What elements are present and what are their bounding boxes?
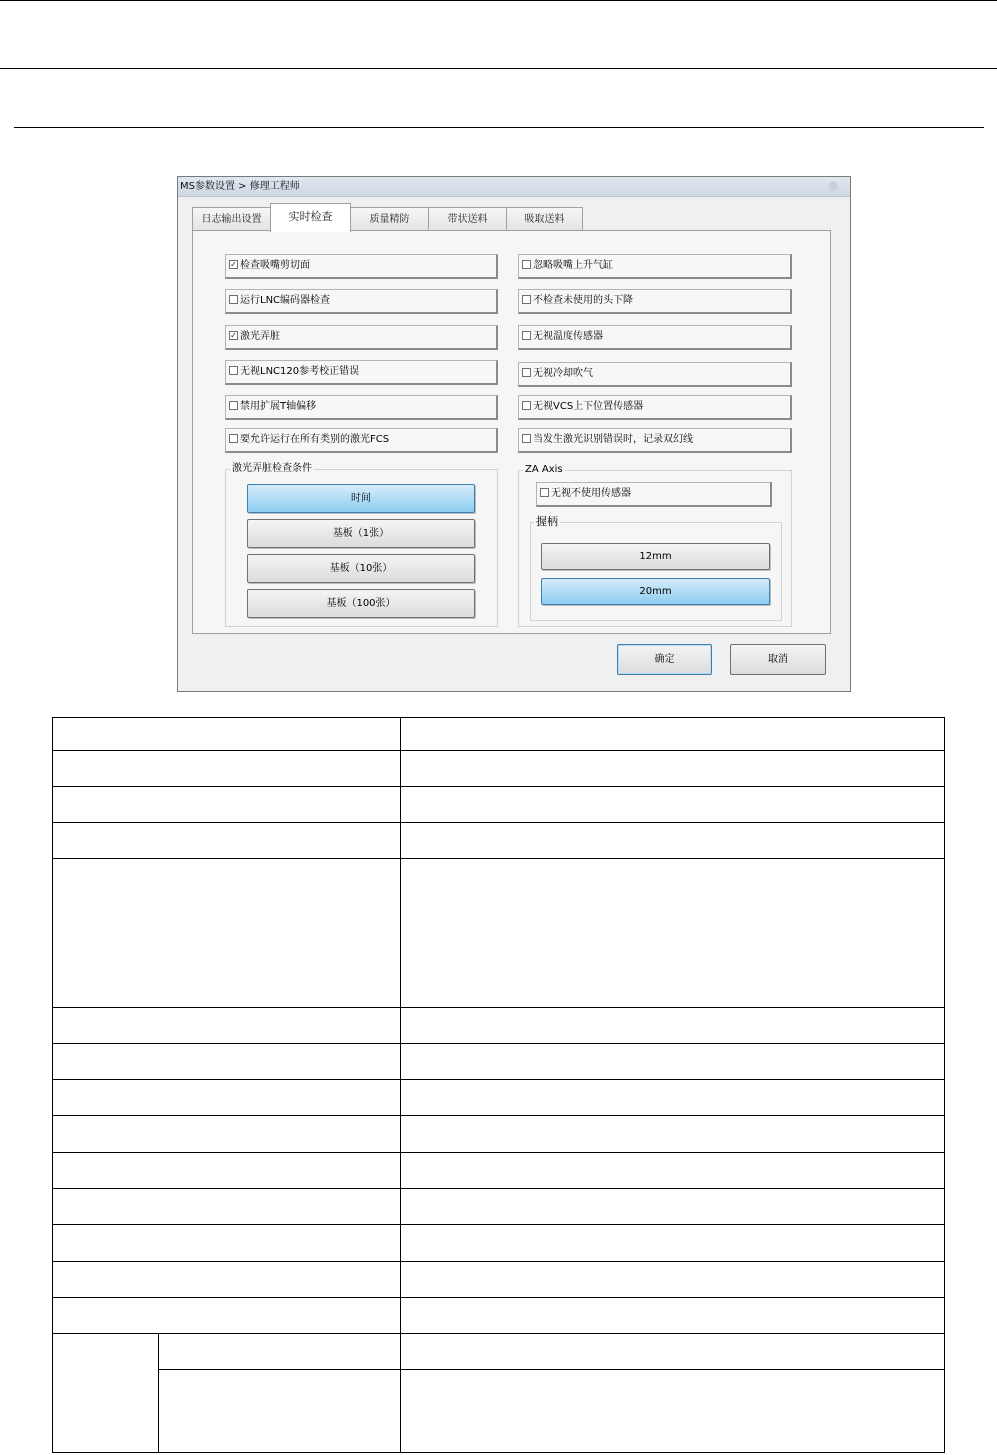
tab-label: 日志输出设置	[201, 214, 262, 225]
table-rule	[158, 1333, 159, 1453]
checkbox[interactable]	[522, 401, 531, 410]
table-rule	[52, 1007, 945, 1008]
option-label: 禁用扩展T轴偏移	[240, 401, 317, 412]
checkbox[interactable]	[522, 368, 531, 377]
section-rule	[14, 127, 984, 128]
option-laser-dirty[interactable]	[225, 325, 498, 350]
condition-board-10-button[interactable]	[247, 554, 475, 583]
option-ignore-temp-sensor[interactable]	[518, 325, 792, 350]
option-ignore-unused-sensor[interactable]	[536, 482, 772, 507]
option-label: 无视冷却吹气	[533, 368, 593, 379]
table-rule	[52, 786, 945, 787]
checkbox[interactable]: ✓	[230, 259, 237, 269]
table-rule	[52, 1224, 945, 1225]
option-label: 激光弄脏	[240, 331, 280, 342]
option-label: 要允许运行在所有类别的激光FCS	[240, 434, 390, 445]
cancel-button[interactable]	[730, 644, 826, 675]
button-label: 时间	[351, 493, 371, 504]
tab-pickup-feeder[interactable]	[506, 207, 583, 231]
header-rule	[0, 68, 997, 69]
table-rule	[52, 1188, 945, 1189]
tab-realtime-check[interactable]	[270, 203, 351, 232]
dialog-title: MS参数设置 > 修理工程师	[180, 181, 300, 192]
table-rule	[944, 717, 945, 1453]
handle-group	[530, 522, 782, 621]
table-rule	[52, 1043, 945, 1044]
button-label: 12mm	[639, 551, 672, 562]
table-rule	[52, 717, 945, 718]
laser-check-group-label: 激光弄脏检查条件	[232, 463, 312, 474]
handle-12mm-button[interactable]	[541, 543, 770, 570]
option-label: 当发生激光识别错误时，记录双幻线	[533, 434, 693, 445]
ok-button[interactable]	[617, 644, 712, 675]
tab-label: 实时检查	[288, 210, 333, 223]
option-label: 运行LNC编码器检查	[240, 295, 331, 306]
option-nozzle-shear[interactable]	[225, 254, 498, 279]
checkbox[interactable]: ✓	[230, 330, 237, 340]
dialog-titlebar	[178, 177, 850, 197]
handle-20mm-button[interactable]	[541, 578, 770, 605]
tab-tape-feeder[interactable]	[428, 207, 507, 231]
table-rule	[52, 717, 53, 1453]
option-disable-t-offset[interactable]	[225, 395, 498, 420]
checkbox[interactable]	[229, 366, 238, 375]
condition-time-button[interactable]	[247, 484, 475, 513]
checkbox[interactable]	[522, 434, 531, 443]
option-label: 忽略吸嘴上升气缸	[533, 260, 613, 271]
checkbox[interactable]	[522, 295, 531, 304]
tab-label: 吸取送料	[524, 214, 565, 225]
option-ignore-cooling-air[interactable]	[518, 362, 792, 387]
close-icon[interactable]	[828, 181, 838, 191]
option-label: 无视温度传感器	[533, 331, 603, 342]
za-axis-group-label: ZA Axis	[525, 464, 563, 475]
option-ignore-vcs-sensor[interactable]	[518, 395, 792, 420]
table-rule	[158, 1369, 945, 1370]
table-rule	[52, 1297, 945, 1298]
option-label: 无视LNC120参考校正错误	[240, 366, 360, 377]
tab-log-output[interactable]	[192, 207, 271, 231]
table-rule	[400, 717, 401, 1453]
option-label: 无视VCS上下位置传感器	[533, 401, 644, 412]
button-label: 20mm	[639, 586, 672, 597]
option-label: 无视不使用传感器	[551, 488, 631, 499]
option-ignore-lnc120[interactable]	[225, 360, 498, 385]
top-rule	[0, 0, 997, 1]
tab-label: 质量精防	[369, 214, 410, 225]
button-label: 基板（1张）	[332, 528, 390, 539]
checkbox[interactable]	[522, 331, 531, 340]
parameter-table	[52, 717, 945, 1454]
table-rule	[52, 1333, 945, 1334]
option-ignore-nozzle-cylinder[interactable]	[518, 254, 792, 279]
table-rule	[52, 1079, 945, 1080]
condition-board-100-button[interactable]	[247, 589, 475, 618]
condition-board-1-button[interactable]	[247, 519, 475, 548]
option-lnc-encoder[interactable]	[225, 289, 498, 314]
checkbox[interactable]	[229, 401, 238, 410]
table-rule	[52, 858, 945, 859]
checkbox[interactable]	[229, 434, 238, 443]
tab-label: 带状送料	[447, 214, 488, 225]
checkbox[interactable]	[522, 260, 531, 269]
option-label: 检查吸嘴剪切面	[240, 260, 310, 271]
table-rule	[52, 822, 945, 823]
table-rule	[52, 1152, 945, 1153]
option-log-laser-error[interactable]	[518, 428, 792, 453]
option-no-head-down-check[interactable]	[518, 289, 792, 314]
handle-group-label: 握柄	[536, 515, 558, 528]
checkbox[interactable]	[229, 295, 238, 304]
table-rule	[52, 1452, 945, 1453]
button-label: 基板（10张）	[329, 563, 393, 574]
option-allow-laser-fcs[interactable]	[225, 428, 498, 453]
table-rule	[52, 1261, 945, 1262]
option-label: 不检查未使用的头下降	[533, 295, 633, 306]
tab-quality[interactable]	[350, 207, 429, 231]
checkbox[interactable]	[540, 488, 549, 497]
button-label: 取消	[768, 654, 788, 665]
table-rule	[52, 750, 945, 751]
table-rule	[52, 1115, 945, 1116]
button-label: 基板（100张）	[326, 598, 396, 609]
button-label: 确定	[654, 654, 675, 665]
